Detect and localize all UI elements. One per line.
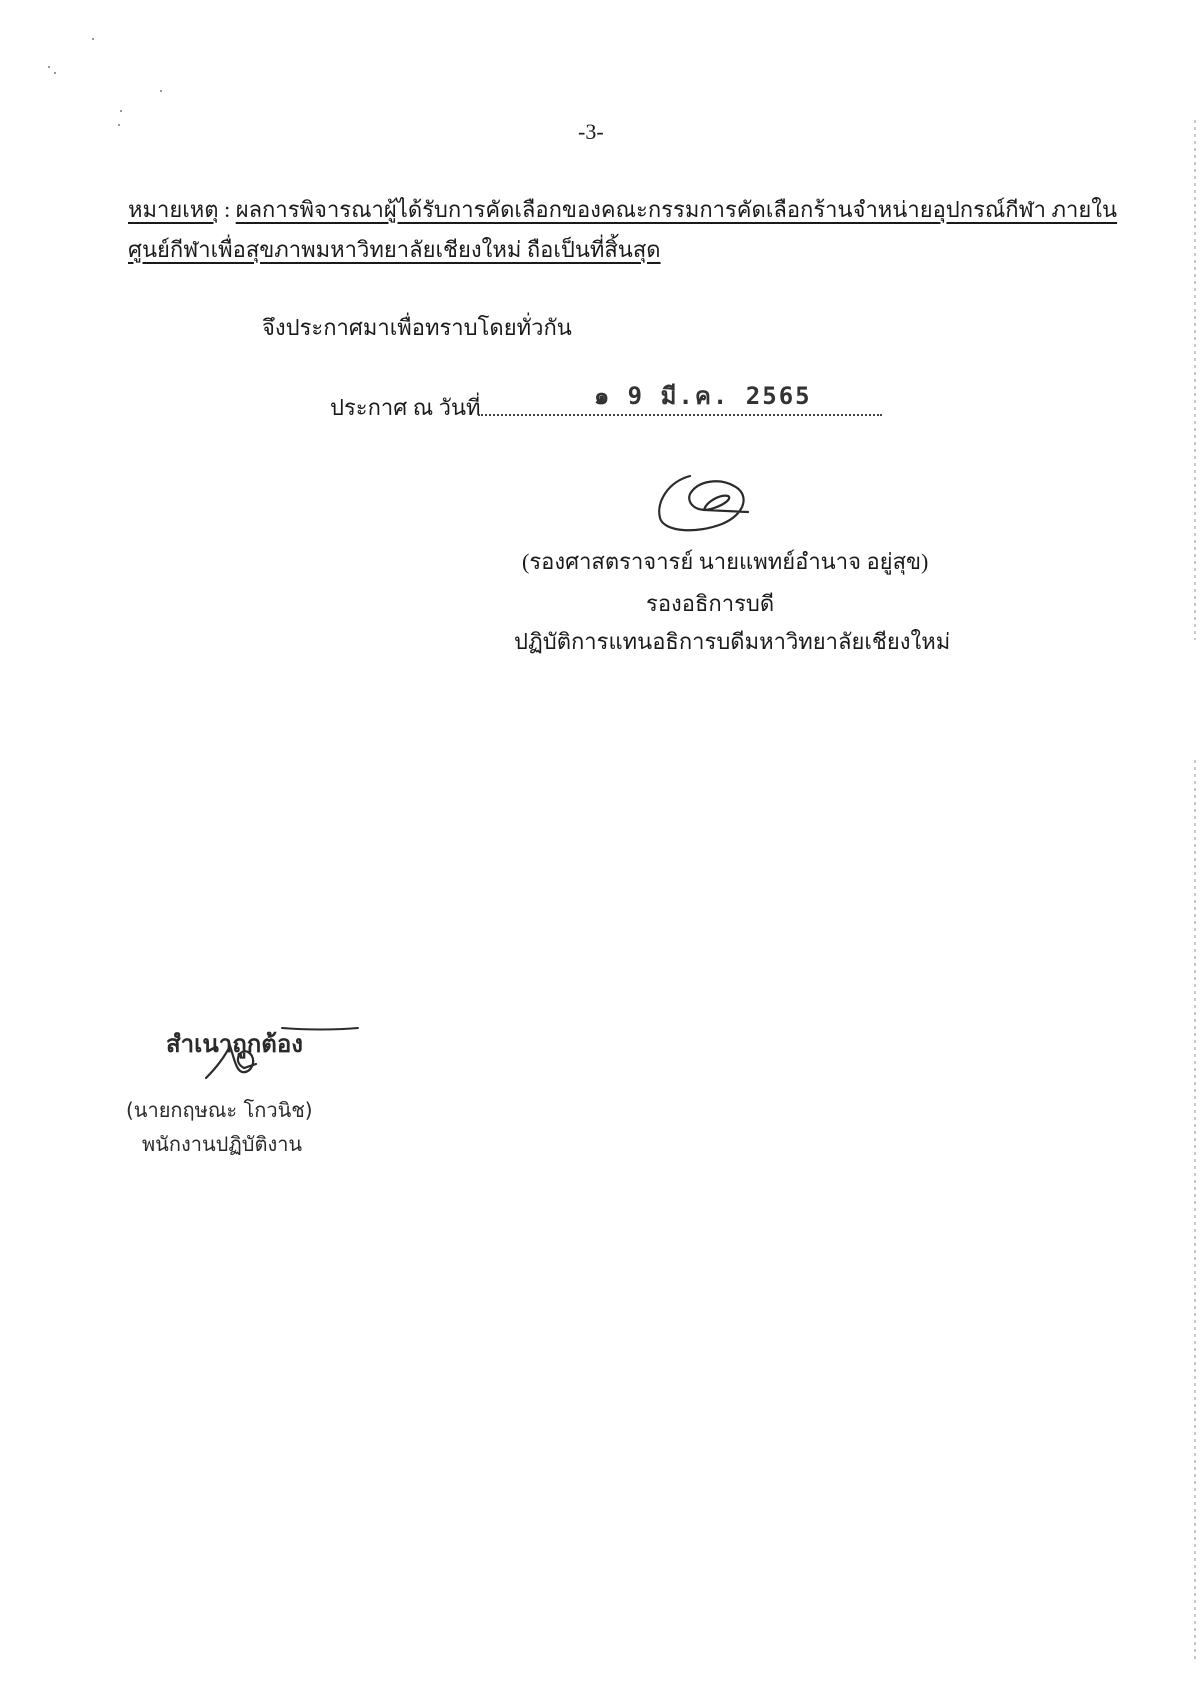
scan-edge	[1194, 120, 1196, 640]
scan-edge	[1194, 760, 1196, 1660]
scan-speck	[120, 110, 122, 112]
remark-label: หมายเหตุ	[128, 197, 219, 222]
certified-copy-position: พนักงานปฏิบัติงาน	[142, 1132, 303, 1156]
scan-speck	[92, 38, 94, 40]
announcement-text: จึงประกาศมาเพื่อทราบโดยทั่วกัน	[262, 315, 572, 340]
signatory-acting-role: ปฏิบัติการแทนอธิการบดีมหาวิทยาลัยเชียงใหม่	[514, 629, 951, 654]
date-label: ประกาศ ณ วันที่	[330, 395, 481, 420]
page-number: -3-	[578, 119, 604, 144]
remark-separator: :	[218, 197, 236, 222]
remark-text-1: ผลการพิจารณาผู้ได้รับการคัดเลือกของคณะกรรมการคัดเลือกร้านจำหน่ายอุปกรณ์กีฬา ภายใน	[235, 197, 1118, 222]
signatory-title: รองอธิการบดี	[646, 591, 775, 616]
date-stamp: ๑ 9 มี.ค. 2565	[594, 382, 812, 410]
scan-speck	[48, 66, 50, 68]
scan-speck	[54, 72, 56, 74]
signatory-name: (รองศาสตราจารย์ นายแพทย์อำนาจ อยู่สุข)	[522, 549, 929, 574]
certified-copy-name: (นายกฤษณะ โกวนิช)	[126, 1098, 313, 1122]
certified-copy-signature	[196, 1018, 366, 1088]
scan-speck	[160, 90, 162, 92]
certified-copy-label: สำเนาถูกต้อง	[166, 1030, 303, 1058]
remark-line-2: ศูนย์กีฬาเพื่อสุขภาพมหาวิทยาลัยเชียงใหม่ ถือเป็นที่สิ้นสุด	[128, 237, 661, 262]
remark-line-1	[128, 196, 1117, 224]
signature-image	[650, 468, 760, 538]
scan-speck	[118, 124, 120, 126]
